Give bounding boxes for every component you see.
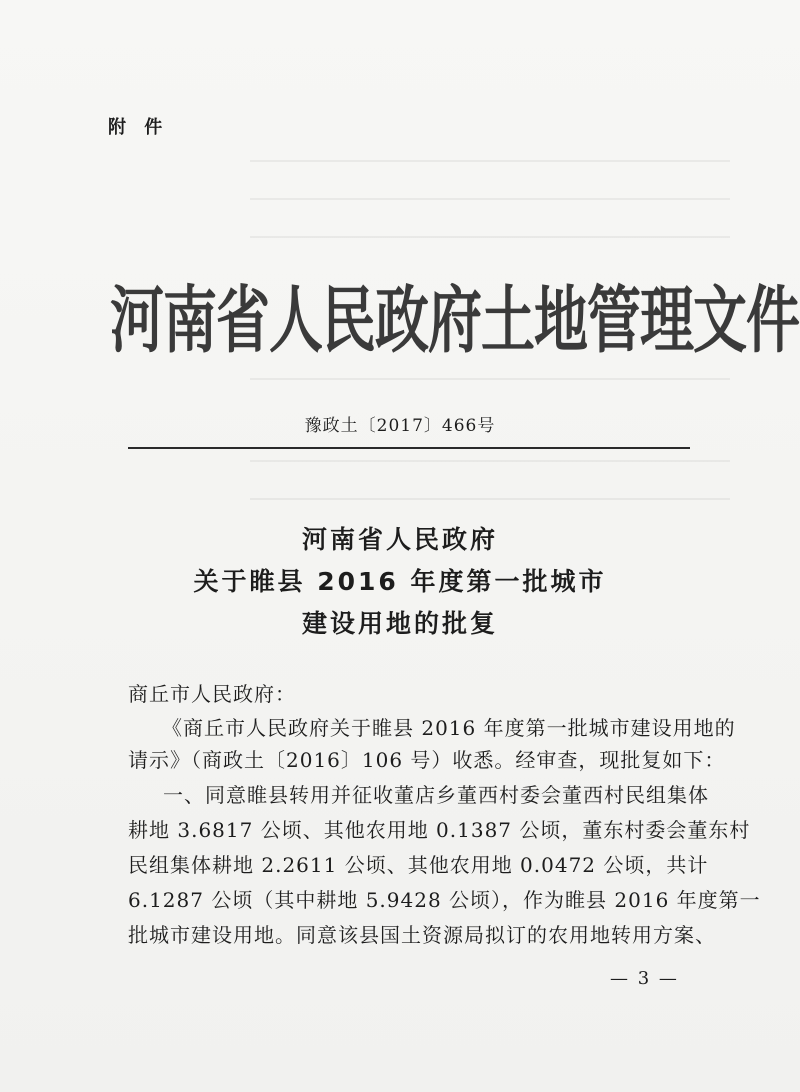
bleed-through-line [250, 378, 730, 380]
subject-line-1: 河南省人民政府 [301, 525, 498, 554]
body-line: 批城市建设用地。同意该县国土资源局拟订的农用地转用方案、 [128, 923, 716, 947]
body-line: 6.1287 公顷（其中耕地 5.9428 公顷），作为睢县 2016 年度第一 [128, 888, 761, 912]
document-number: 豫政土〔2017〕466号 [304, 416, 496, 436]
bleed-through-line [250, 160, 730, 162]
bleed-through-line [250, 198, 730, 200]
document-header-title: 河南省人民政府土地管理文件 [110, 277, 799, 363]
subject-line-3: 建设用地的批复 [301, 609, 498, 638]
header-divider [128, 447, 690, 449]
body-line: 耕地 3.6817 公顷、其他农用地 0.1387 公顷，董东村委会董东村 [128, 818, 751, 842]
body-line: 民组集体耕地 2.2611 公顷、其他农用地 0.0472 公顷，共计 [128, 853, 709, 877]
bleed-through-line [250, 498, 730, 500]
bleed-through-line [250, 460, 730, 462]
bleed-through-line [250, 236, 730, 238]
body-line: 请示》（商政土〔2016〕106 号）收悉。经审查，现批复如下： [128, 748, 726, 772]
body-line: 《商丘市人民政府关于睢县 2016 年度第一批城市建设用地的 [162, 716, 736, 740]
salutation: 商丘市人民政府： [128, 682, 296, 706]
body-line: 一、同意睢县转用并征收董店乡董西村委会董西村民组集体 [142, 783, 709, 807]
subject-line-2: 关于睢县 2016 年度第一批城市 [193, 567, 607, 596]
page-number: — 3 — [610, 968, 679, 989]
attachment-label: 附 件 [108, 117, 169, 138]
